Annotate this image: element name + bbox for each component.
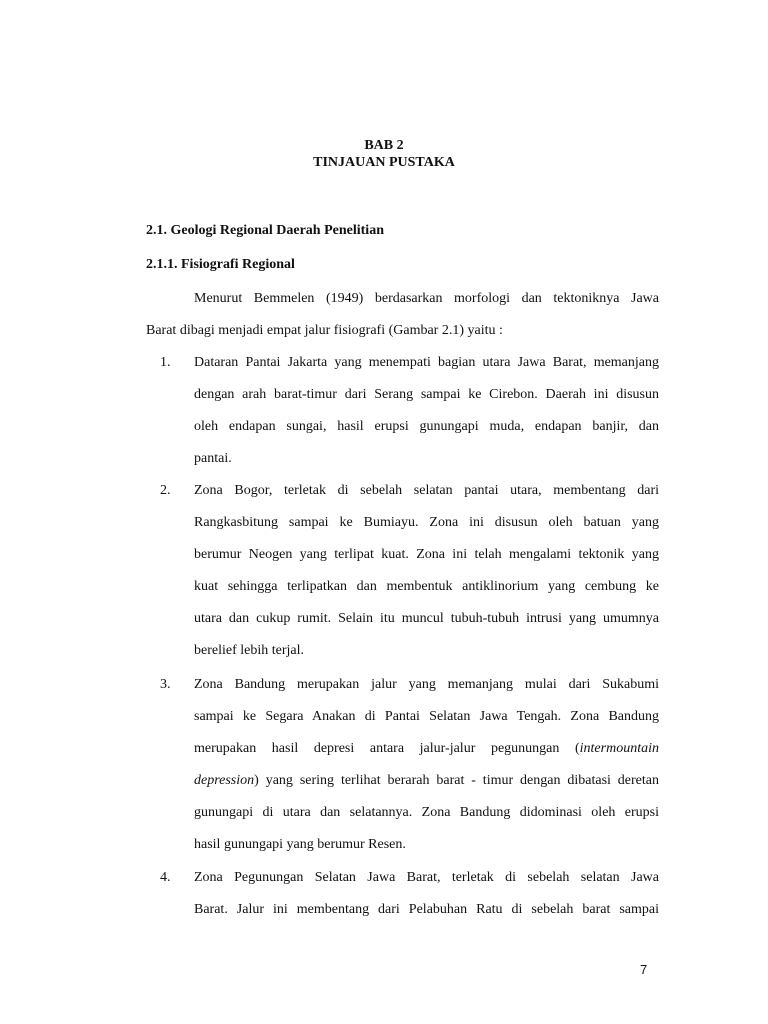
paragraph-line: Menurut Bemmelen (1949) berdasarkan morfologi dan tektoniknya Jawa [194, 291, 659, 306]
list-line: berelief lebih terjal. [194, 643, 304, 658]
list-line: pantai. [194, 451, 232, 466]
list-line-text: ) yang sering terlihat berarah barat - timur dengan dibatasi deretan [254, 773, 659, 788]
list-line: Barat. Jalur ini membentang dari Pelabuhan Ratu di sebelah barat sampai [194, 902, 659, 917]
list-line: dengan arah barat-timur dari Serang sampai ke Cirebon. Daerah ini disusun [194, 387, 659, 402]
list-line: kuat sehingga terlipatkan dan membentuk antiklinorium yang cembung ke [194, 579, 659, 594]
list-line: gunungapi di utara dan selatannya. Zona Bandung didominasi oleh erupsi [194, 805, 659, 820]
section-heading: 2.1. Geologi Regional Daerah Penelitian [146, 223, 384, 238]
list-line [194, 740, 659, 758]
list-line: Dataran Pantai Jakarta yang menempati bagian utara Jawa Barat, memanjang [194, 355, 659, 370]
list-line [194, 772, 659, 790]
list-line: Zona Pegunungan Selatan Jawa Barat, terletak di sebelah selatan Jawa [194, 870, 659, 885]
list-line: sampai ke Segara Anakan di Pantai Selatan Jawa Tengah. Zona Bandung [194, 709, 659, 724]
list-line: oleh endapan sungai, hasil erupsi gunungapi muda, endapan banjir, dan [194, 419, 659, 434]
list-marker: 2. [160, 483, 171, 498]
list-line: Rangkasbitung sampai ke Bumiayu. Zona ini disusun oleh batuan yang [194, 515, 659, 530]
list-marker: 4. [160, 870, 171, 885]
chapter-number: BAB 2 [364, 138, 404, 153]
page-number: 7 [640, 962, 648, 977]
paragraph-line: Barat dibagi menjadi empat jalur fisiografi (Gambar 2.1) yaitu : [146, 323, 503, 338]
list-marker: 3. [160, 677, 171, 692]
chapter-title: TINJAUAN PUSTAKA [313, 155, 455, 170]
list-line: utara dan cukup rumit. Selain itu muncul tubuh-tubuh intrusi yang umumnya [194, 611, 659, 626]
list-line: hasil gunungapi yang berumur Resen. [194, 837, 406, 852]
list-line-text: merupakan hasil depresi antara jalur-jalur pegunungan ( [194, 741, 580, 756]
italic-term: intermountain [579, 741, 659, 756]
italic-term: depression [194, 773, 255, 788]
list-line: berumur Neogen yang terlipat kuat. Zona ini telah mengalami tektonik yang [194, 547, 659, 562]
list-line: Zona Bogor, terletak di sebelah selatan pantai utara, membentang dari [194, 483, 659, 498]
list-line: Zona Bandung merupakan jalur yang memanjang mulai dari Sukabumi [194, 677, 659, 692]
subsection-heading: 2.1.1. Fisiografi Regional [146, 257, 295, 272]
list-marker: 1. [160, 355, 171, 370]
